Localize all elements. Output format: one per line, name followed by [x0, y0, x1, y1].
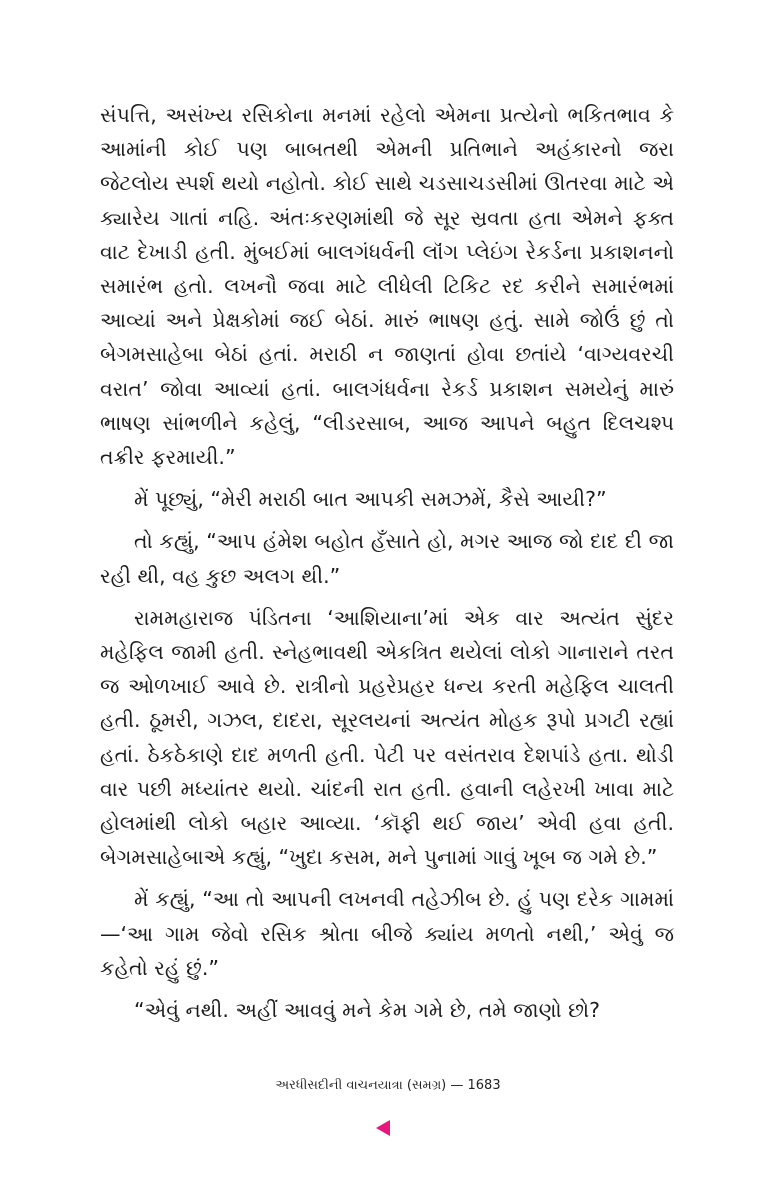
paragraph-1: સંપત્તિ, અસંખ્ય રસિકોના મનમાં રહેલો એમના પ્રત્યેનો ભકિતભાવ કે આમાંની કોઈ પણ બાબતથી એમની પ્રતિભાને અહંકારનો જરા જેટલોય સ્પર્શ થયો નહોતો. કોઈ સાથે ચડસાચડસીમાં ઊતરવા માટે એ ક્યારેય ગાતાં નહિ. અંતઃકરણમાંથી જે સૂર સ્રવતા હતા એમને ફક્ત વાટ દેખાડી હતી. મુંબઈમાં બાલગંધર્વની લૉંગ પ્લેઇંગ રેકર્ડના પ્રકાશનનો સમારંભ હતો. લખનૌ જવા માટે લીધેલી ટિકિટ રદ કરીને સમારંભમાં આવ્યાં અને પ્રેક્ષકોમાં જઈ બેઠાં. મારું ભાષણ હતું. સામે જોઉં છું તો બેગમસાહેબા બેઠાં હતાં. મરાઠી ન જાણતાં હોવા છતાંયે ‘વાગ્યવરચી વરાત’ જોવા આવ્યાં હતાં. બાલગંધર્વના રેકર્ડ પ્રકાશન સમયેનું મારું ભાષણ સાંભળીને કહેલું, “લીડરસાબ, આજ આપને બહુત દિલચશ્પ તક્રીર ફરમાયી.” — [100, 103, 674, 470]
paragraph-3: તો કહ્યું, “આપ હંમેશ બહોત હઁસાતે હો, મગર આજ જો દાદ દી જા રહી થી, વહ કુછ અલગ થી.” — [100, 529, 674, 588]
paragraph-2: મેં પૂછ્યું, “મેરી મરાઠી બાત આપકી સમઝમેં, કૈસે આયી?” — [134, 487, 607, 512]
paragraph-6: “એવું નથી. અહીં આવવું મને કેમ ગમે છે, તમે જાણો છો? — [134, 998, 600, 1023]
paragraph-5: મેં કહ્યું, “આ તો આપની લખનવી તહેઝીબ છે. હું પણ દરેક ગામમાં—‘આ ગામ જેવો રસિક શ્રોતા બીજે ક્યાંય મળતો નથી,’ એવું જ કહેતો રહું છું.” — [100, 887, 674, 980]
body-text — [100, 98, 674, 1035]
paragraph-4: રામમહારાજ પંડિતના ‘આશિયાના’માં એક વાર અત્યંત સુંદર મહેફિલ જામી હતી. સ્નેહભાવથી એકત્રિત થયેલાં લોકો ગાનારાને તરત જ ઓળખાઈ આવે છે. રાત્રીનો પ્રહરેપ્રહર ધન્ય કરતી મહેફિલ ચાલતી હતી. ઠૂમરી, ગઝલ, દાદરા, સૂરલયનાં અત્યંત મોહક રૂપો પ્રગટી રહ્યાં હતાં. ઠેકઠેકાણે દાદ મળતી હતી. પેટી પર વસંતરાવ દેશપાંડે હતા. થોડી વાર પછી મધ્યાંતર થયો. ચાંદની રાત હતી. હવાની લહેરખી ખાવા માટે હોલમાંથી લોકો બહાર આવ્યા. ‘કૉફી થઈ જાય’ એવી હવા હતી. બેગમસાહેબાએ કહ્યું, “ખુદા કસમ, મને પુનામાં ગાવું ખૂબ જ ગમે છે.” — [100, 605, 674, 870]
left-arrow-icon[interactable] — [376, 1120, 390, 1136]
page-footer: અરધીસદીની વાચનયાત્રા (સમગ્ર) — 1683 — [275, 1078, 501, 1093]
